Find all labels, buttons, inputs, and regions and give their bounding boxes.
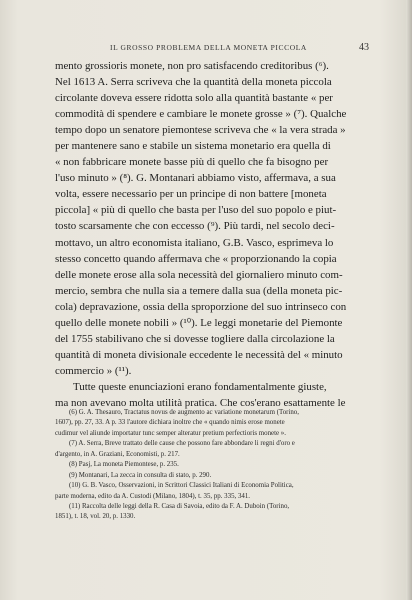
body-line: mento grossioris monete, non pro satisfacendo creditoribus (⁶). <box>55 60 329 72</box>
body-line: stesso concetto quando affermava che « proporzionando la copia <box>55 252 337 265</box>
footnote-line: (9) Montanari, La zecca in consulta di stato, p. 290. <box>69 471 212 479</box>
body-line: cola) depravazione, ossia della sproporzione del suo intrinseco con <box>55 300 347 313</box>
footnote-line: 1607), pp. 27, 33. A p. 33 l'autore dichiara inoltre che « quando nimis erose monete <box>55 419 285 427</box>
body-line: quantità di moneta divisionale eccedente le necessità del « minuto <box>55 348 343 361</box>
body-line: tempo dopo un senatore piemontese scriveva che « la vera strada » <box>55 124 346 137</box>
body-line: ma non avevano molta utilità pratica. Che cos'erano esattamente le <box>55 396 346 409</box>
body-line: volta, essere necessario per un principe di non battere [moneta <box>55 188 327 201</box>
body-line: circolante doveva essere ridotta solo alla quantità bastante « per <box>55 92 333 105</box>
body-line: commercio » (¹¹). <box>55 364 132 377</box>
body-line: mercio, sembra che nulla sia a temere dalla sua (della moneta pic- <box>55 284 343 297</box>
body-line: Tutte queste enunciazioni erano fondamentalmente giuste, <box>73 380 327 393</box>
footnote-line: 1851), t. 18, vol. 20, p. 1330. <box>55 513 136 521</box>
running-title: IL GROSSO PROBLEMA DELLA MONETA PICCOLA <box>110 43 307 52</box>
footnote-line: cudimur vel aliunde importatur tunc semper alteratur pretium perfectioris monete ». <box>55 429 286 437</box>
footnote-line: parte moderna, edito da A. Custodi (Milano, 1804), t. 35, pp. 335, 341. <box>55 492 251 500</box>
body-line: quello delle monete nobili » (¹⁰). Le leggi monetarie del Piemonte <box>55 316 343 329</box>
footnote-line: (7) A. Serra, Breve trattato delle cause che possono fare abbondare li regni d'oro e <box>69 440 295 448</box>
body-line: piccola] « più di quello che basta per l'uso del suo popolo e piut- <box>55 204 337 217</box>
body-line: mottavo, un altro economista italiano, G.B. Vasco, esprimeva lo <box>55 236 334 249</box>
footnote-line: (11) Raccolta delle leggi della R. Casa di Savoia, edito da F. A. Duboin (Torino, <box>69 502 290 510</box>
footnote-line: d'argento, in A. Graziani, Economisti, p. 217. <box>55 450 180 458</box>
body-line: delle monete erose alla sola necessità del giornaliero minuto com- <box>55 268 343 281</box>
footnote-line: (8) Pasj, La moneta Piemontese, p. 235. <box>69 461 179 469</box>
body-line: del 1755 stabilivano che si dovesse togliere dalla circolazione la <box>55 332 335 345</box>
footnote-line: (6) G. A. Thesauro, Tractatus novus de augmento ac variatione monetarum (Torino, <box>69 409 299 416</box>
body-text <box>55 58 370 411</box>
body-line: « non fabbricare monete basse più di quello che fa bisogno per <box>55 156 329 169</box>
page-number: 43 <box>359 42 369 53</box>
body-line: l'uso minuto » (⁸). G. Montanari abbiamo visto, affermava, a sua <box>55 172 336 185</box>
body-line: Nel 1613 A. Serra scriveva che la quantità della moneta piccola <box>55 76 332 89</box>
page-edge <box>406 0 412 600</box>
body-line: per mantenere sano e stabile un sistema monetario era quella di <box>55 140 331 153</box>
footnote-line: (10) G. B. Vasco, Osservazioni, in Scrittori Classici Italiani di Economia Politica, <box>69 482 294 490</box>
body-line: tosto scarsamente che con eccesso (⁹). Più tardi, nel secolo deci- <box>55 220 335 233</box>
body-line: commodità di spendere e cambiare le monete grosse » (⁷). Qualche <box>55 108 347 121</box>
footnotes <box>55 408 373 523</box>
